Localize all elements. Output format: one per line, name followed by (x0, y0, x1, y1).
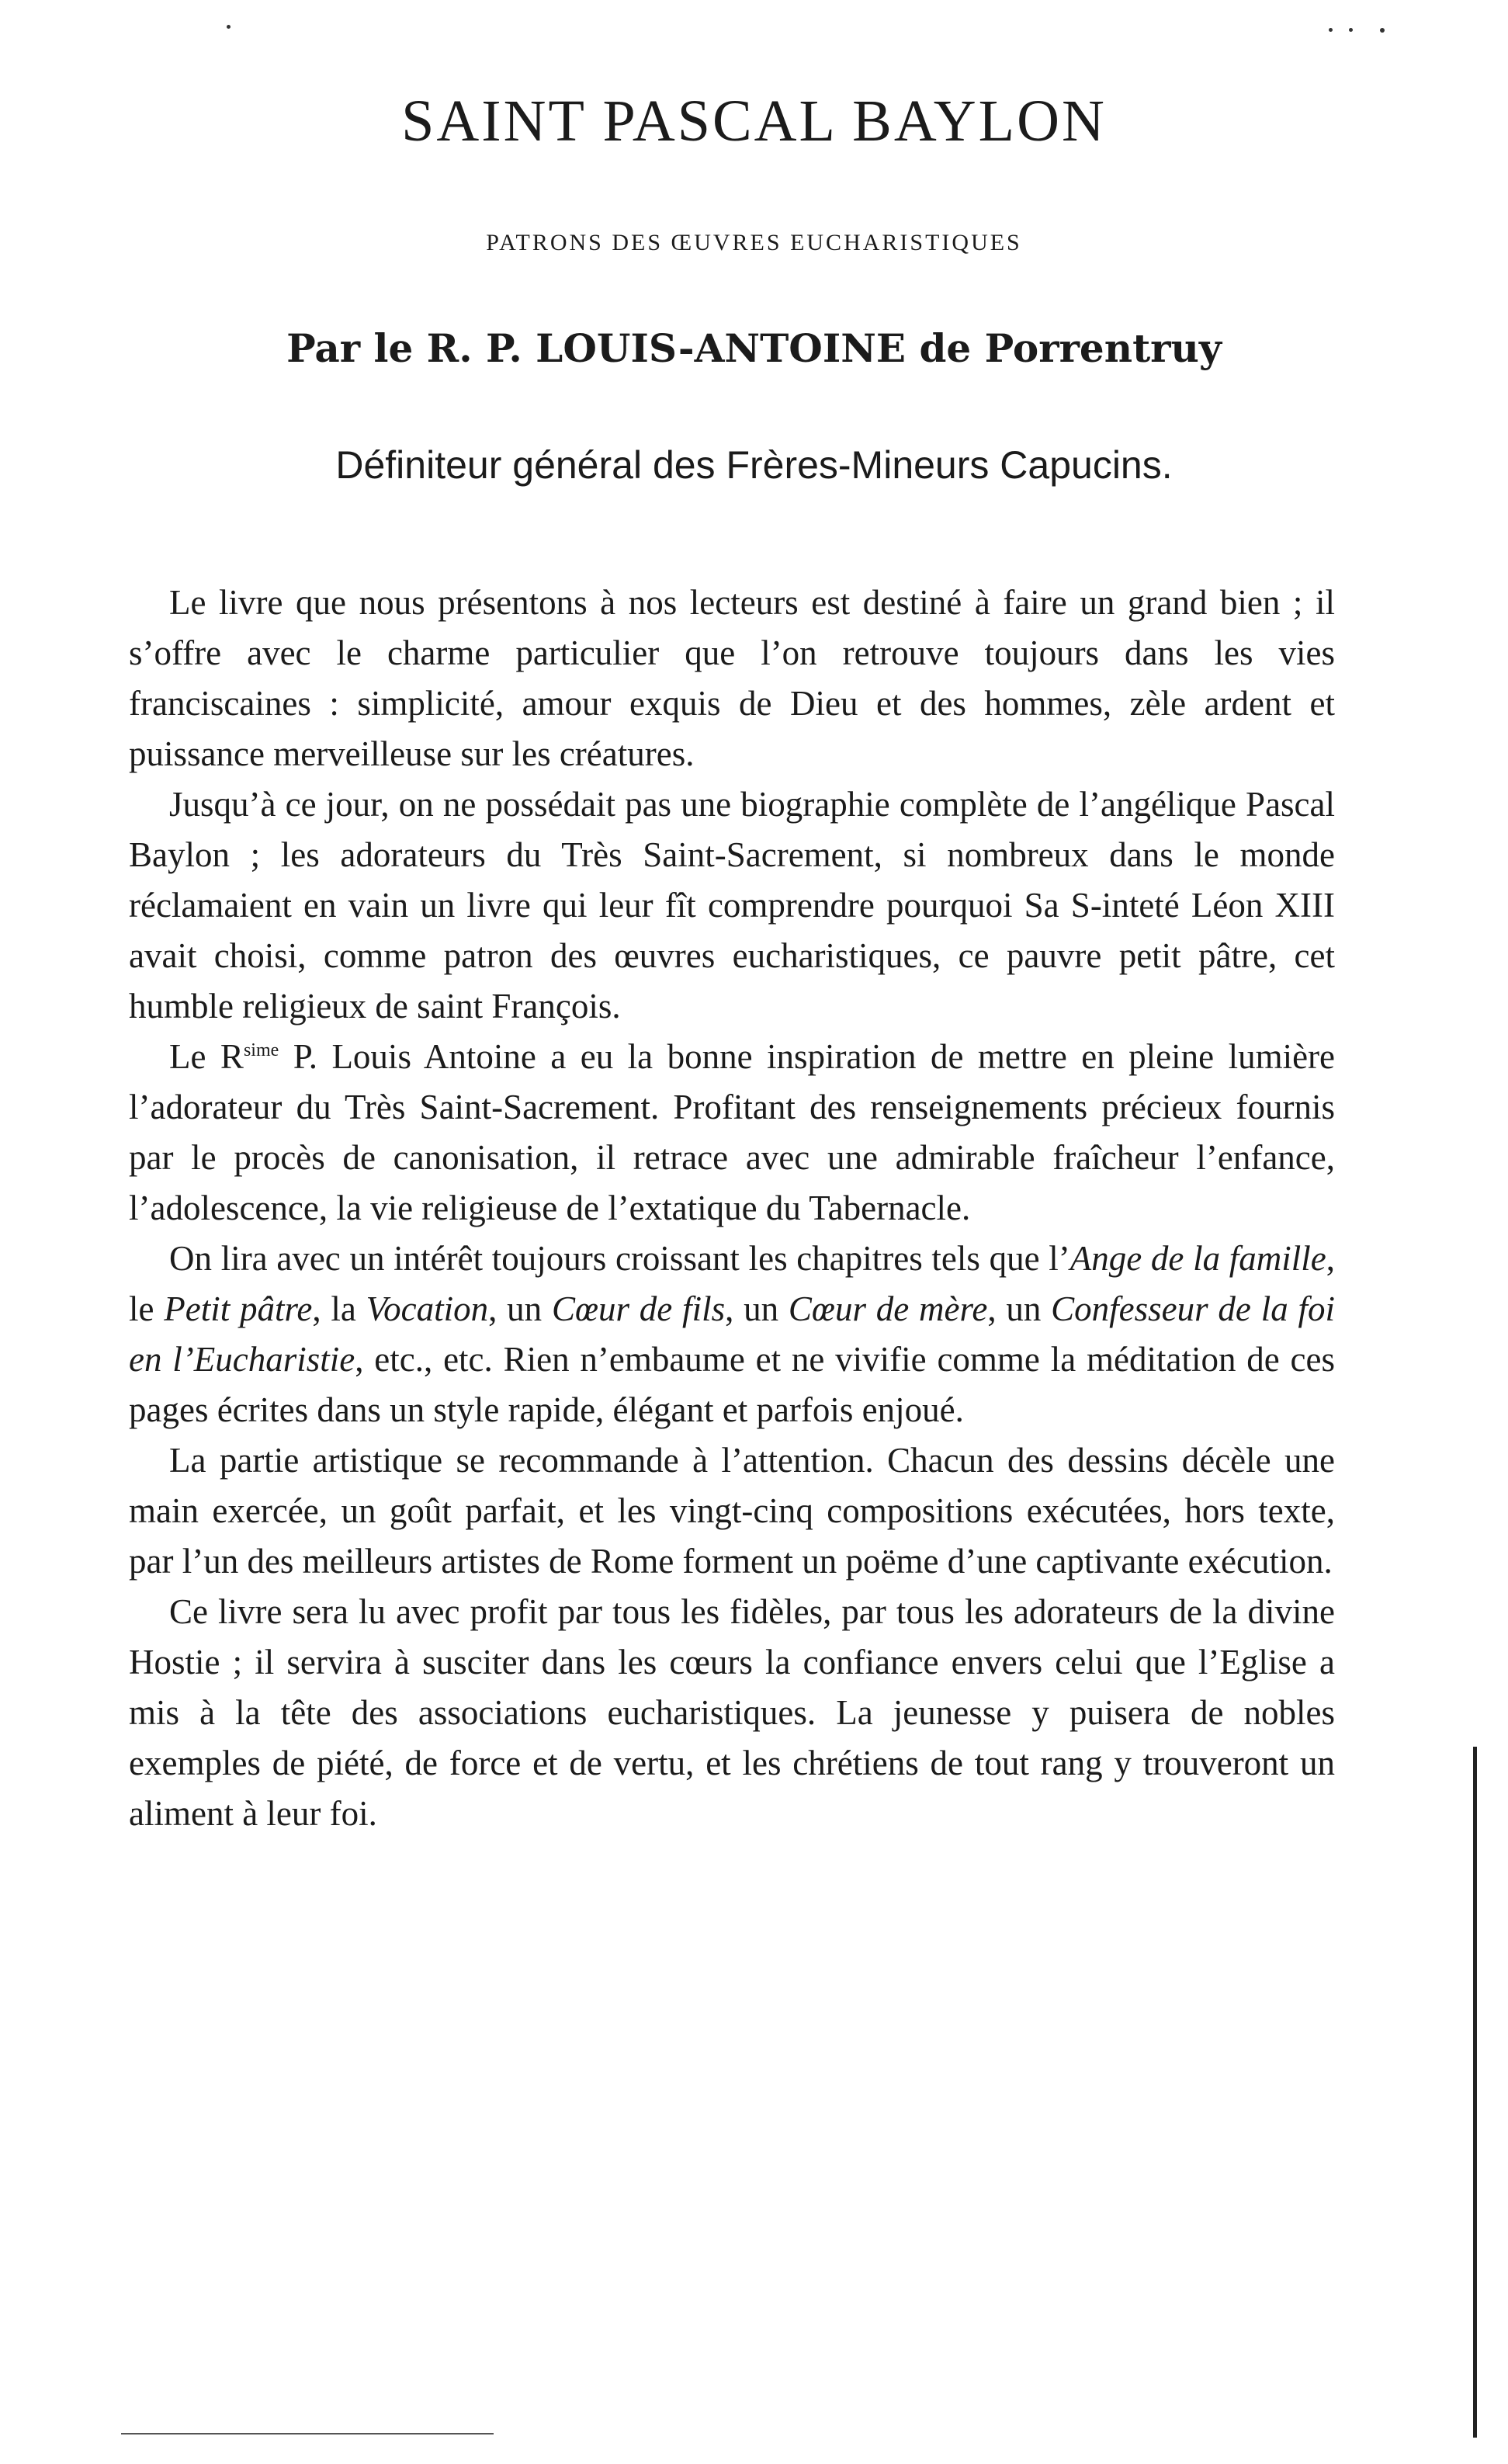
chapter-title-coeur-mere: Cœur de mère (788, 1289, 988, 1328)
scan-bottom-mark (121, 2433, 494, 2435)
p4-text-b: , le (129, 1239, 1335, 1328)
paragraph-1: Le livre que nous présentons à nos lecteurs est destiné à faire un grand bien ; il s’offre avec le charme particulier que l’on retrouve toujours dans les vies franciscaines : simplicité, amour exquis de Dieu et des hommes, zèle ardent et puissance merveilleuse sur les créatures. (129, 583, 1335, 773)
p4-text-e: , un (725, 1289, 789, 1328)
chapter-title-ange: Ange de la famille (1069, 1239, 1326, 1278)
scan-speck (227, 25, 231, 29)
chapter-title-confesseur: Confesseur de la foi en l’Eucharistie (129, 1289, 1335, 1379)
author-role: Définiteur général des Frères-Mineurs Capucins. (335, 443, 1173, 487)
scan-edge-mark (1473, 1747, 1477, 2438)
scan-speck (1349, 28, 1353, 32)
paragraph-5: La partie artistique se recommande à l’attention. Chacun des dessins décèle une main exercée, un goût parfait, et les vingt-cinq compositions exécutées, hors texte, par l’un des meilleurs artistes de Rome forment un poëme d’une captivante exécution. (129, 1441, 1335, 1581)
scan-speck (1329, 28, 1333, 32)
paragraph-3 (129, 1032, 1335, 1234)
book-subtitle: PATRONS DES ŒUVRES EUCHARISTIQUES (486, 230, 1022, 255)
paragraph-6: Ce livre sera lu avec profit par tous les fidèles, par tous les adorateurs de la divine Hostie ; il servira à susciter dans les cœurs la confiance envers celui que l’Eglise a mis à la tête des associations eucharistiques. La jeunesse y puisera de nobles exemples de piété, de force et de vertu, et les chrétiens de tout rang y trouveront un aliment à leur foi. (129, 1592, 1335, 1833)
author-line: Par le R. P. LOUIS-ANTOINE de Porrentruy (286, 325, 1222, 371)
p3-start: Le R (169, 1037, 244, 1076)
scan-speck (1380, 28, 1385, 33)
chapter-title-petit-patre: Petit pâtre (164, 1289, 313, 1328)
p3-superscript: sime (243, 1040, 279, 1060)
p3-rest: P. Louis Antoine a eu la bonne inspiration de mettre en pleine lumière l’adorateur du Très Saint-Sacrement. Profitant des renseignements précieux fournis par le procès de canonisation, il retrace avec une admirable fraîcheur l’enfance, l’adolescence, la vie religieuse de l’extatique du Tabernacle. (129, 1037, 1336, 1227)
book-title: SAINT PASCAL BAYLON (401, 88, 1107, 154)
p4-text-a: On lira avec un intérêt toujours croissant les chapitres tels que l’ (169, 1239, 1070, 1278)
p4-text-c: , la (312, 1289, 366, 1328)
paragraph-4 (129, 1234, 1335, 1435)
review-body (129, 578, 1335, 1839)
paragraph-2: Jusqu’à ce jour, on ne possédait pas une biographie complète de l’angélique Pascal Baylon ; les adorateurs du Très Saint-Sacrement, si nombreux dans le monde réclamaient en vain un livre qui leur fît comprendre pourquoi Sa S-inteté Léon XIII avait choisi, comme patron des œuvres eucharistiques, ce pauvre petit pâtre, cet humble religieux de saint François. (129, 785, 1335, 1026)
p4-text-d: , un (488, 1289, 552, 1328)
chapter-title-vocation: Vocation (366, 1289, 489, 1328)
p4-text-f: , un (987, 1289, 1052, 1328)
chapter-title-coeur-fils: Cœur de fils (551, 1289, 726, 1328)
p4-text-g: , etc., etc. Rien n’embaume et ne vivifie comme la méditation de ces pages écrites dans un style rapide, élégant et parfois enjoué. (129, 1340, 1335, 1429)
